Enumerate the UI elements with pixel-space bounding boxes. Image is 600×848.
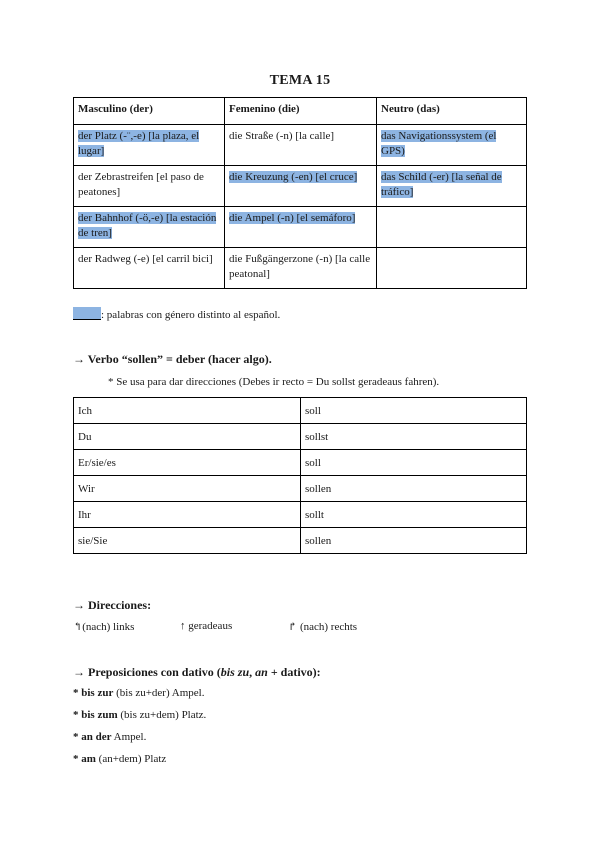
table-row bbox=[74, 207, 527, 248]
cell-text: die Ampel (-n) [el semáforo] bbox=[229, 212, 356, 224]
table-row bbox=[74, 166, 527, 207]
table-cell bbox=[74, 248, 225, 289]
cell-text: das Navigationssystem (el GPS) bbox=[381, 130, 497, 157]
highlight-legend bbox=[73, 307, 280, 321]
verb-note: * Se usa para dar direcciones (Debes ir recto = Du sollst geradeaus fahren). bbox=[108, 376, 440, 388]
header-masculine: Masculino (der) bbox=[74, 98, 225, 125]
preposition-bold: bis zur bbox=[81, 687, 114, 699]
direction-left bbox=[73, 620, 134, 633]
list-item bbox=[73, 753, 166, 765]
table-cell bbox=[225, 166, 377, 207]
table-row bbox=[74, 476, 527, 502]
table-header-row bbox=[74, 98, 527, 125]
table-row bbox=[74, 248, 527, 289]
cell-text: der Bahnhof (-ö,-e) [la estación de tren] bbox=[78, 212, 217, 239]
cell-text: der Radweg (-e) [el carril bici] bbox=[78, 253, 213, 265]
legend-text: : palabras con género distinto al español. bbox=[101, 309, 281, 321]
right-arrow-icon: → bbox=[73, 665, 85, 679]
up-arrow-icon: ↑ bbox=[180, 620, 186, 632]
table-cell bbox=[377, 166, 527, 207]
preposition-example: (bis zu+dem) Platz. bbox=[120, 709, 207, 721]
table-cell bbox=[225, 125, 377, 166]
prepositions-heading bbox=[73, 665, 321, 680]
cell-text: die Straße (-n) [la calle] bbox=[229, 130, 335, 142]
table-cell bbox=[225, 248, 377, 289]
verb-form-cell: sollt bbox=[301, 502, 527, 528]
verb-form-cell: sollen bbox=[301, 528, 527, 554]
table-row bbox=[74, 398, 527, 424]
table-cell bbox=[377, 125, 527, 166]
verb-form-cell: soll bbox=[301, 450, 527, 476]
direction-text: (nach) rechts bbox=[299, 621, 358, 633]
cell-text: die Fußgängerzone (-n) [la calle peatonal] bbox=[229, 253, 371, 280]
header-neuter: Neutro (das) bbox=[377, 98, 527, 125]
table-cell bbox=[225, 207, 377, 248]
verb-form-cell: soll bbox=[301, 398, 527, 424]
table-cell bbox=[377, 207, 527, 248]
verb-heading bbox=[73, 352, 272, 367]
list-item bbox=[73, 687, 204, 699]
preposition-bold: am bbox=[81, 753, 96, 765]
turn-left-arrow-icon: ↰ bbox=[73, 621, 83, 633]
preposition-example: (an+dem) Platz bbox=[98, 753, 167, 765]
table-row bbox=[74, 424, 527, 450]
directions-heading bbox=[73, 598, 151, 613]
pronoun-cell: Ihr bbox=[74, 502, 301, 528]
page-title: TEMA 15 bbox=[269, 73, 331, 88]
direction-straight bbox=[180, 620, 232, 632]
bullet: * bbox=[73, 753, 79, 765]
conjugation-table bbox=[73, 397, 527, 554]
table-row bbox=[74, 125, 527, 166]
pronoun-cell: Du bbox=[74, 424, 301, 450]
verb-form-cell: sollst bbox=[301, 424, 527, 450]
table-cell bbox=[377, 248, 527, 289]
heading-part: Preposiciones con dativo ( bbox=[88, 665, 221, 679]
directions-heading-text: Direcciones: bbox=[88, 598, 152, 612]
bullet: * bbox=[73, 687, 79, 699]
header-feminine: Femenino (die) bbox=[225, 98, 377, 125]
table-cell bbox=[74, 207, 225, 248]
cell-text: die Kreuzung (-en) [el cruce] bbox=[229, 171, 358, 183]
cell-text: das Schild (-er) [la señal de tráfico] bbox=[381, 171, 502, 198]
bullet: * bbox=[73, 709, 79, 721]
table-row bbox=[74, 528, 527, 554]
preposition-bold: bis zum bbox=[81, 709, 118, 721]
list-item bbox=[73, 709, 206, 721]
preposition-example: Ampel. bbox=[113, 731, 147, 743]
verb-form-cell: sollen bbox=[301, 476, 527, 502]
direction-text: (nach) links bbox=[82, 621, 135, 633]
table-row bbox=[74, 502, 527, 528]
list-item bbox=[73, 731, 146, 743]
cell-text: der Platz (-¨,-e) [la plaza, el lugar] bbox=[78, 130, 200, 157]
direction-right bbox=[288, 620, 357, 633]
heading-part: , bbox=[249, 665, 256, 679]
gender-table bbox=[73, 97, 527, 289]
verb-heading-text: Verbo “sollen” = deber (hacer algo). bbox=[87, 352, 272, 366]
table-cell bbox=[74, 125, 225, 166]
table-row bbox=[74, 450, 527, 476]
pronoun-cell: Er/sie/es bbox=[74, 450, 301, 476]
heading-part: an bbox=[255, 665, 268, 679]
direction-text: geradeaus bbox=[188, 620, 233, 632]
pronoun-cell: Ich bbox=[74, 398, 301, 424]
pronoun-cell: Wir bbox=[74, 476, 301, 502]
cell-text: der Zebrastreifen [el paso de peatones] bbox=[78, 171, 204, 198]
heading-part: + dativo): bbox=[267, 665, 321, 679]
heading-part: bis zu bbox=[220, 665, 250, 679]
table-cell bbox=[74, 166, 225, 207]
preposition-example: (bis zu+der) Ampel. bbox=[116, 687, 205, 699]
turn-right-arrow-icon: ↱ bbox=[288, 621, 298, 633]
bullet: * bbox=[73, 731, 79, 743]
right-arrow-icon: → bbox=[73, 598, 85, 612]
right-arrow-icon: → bbox=[73, 352, 85, 366]
preposition-bold: an der bbox=[81, 731, 112, 743]
pronoun-cell: sie/Sie bbox=[74, 528, 301, 554]
legend-swatch bbox=[73, 307, 101, 320]
